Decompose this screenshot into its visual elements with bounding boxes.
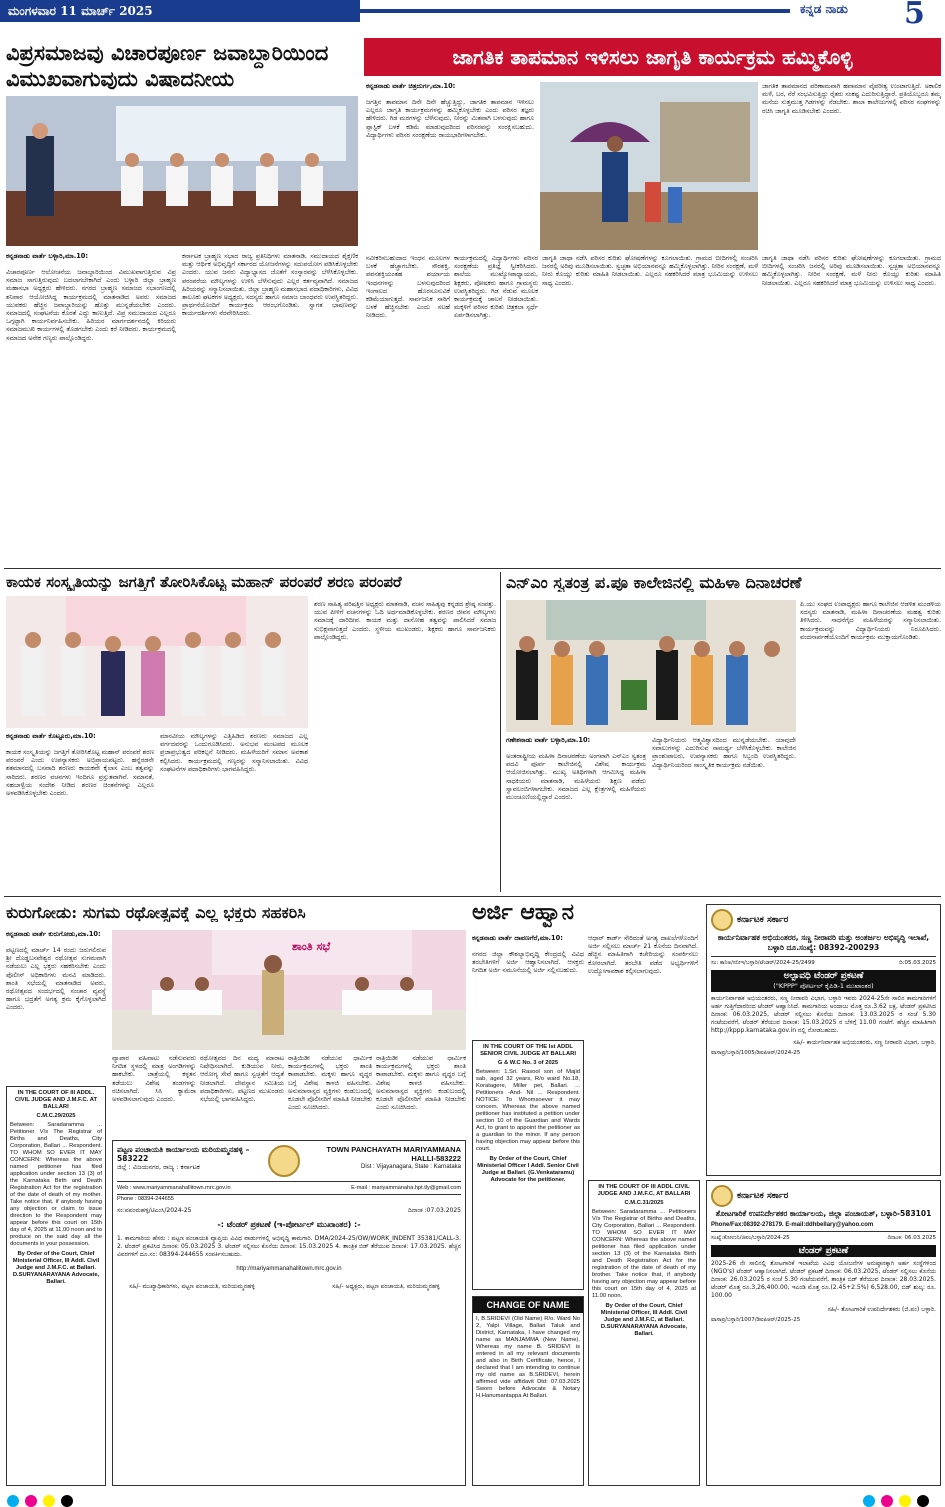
tender2-body: 2025-26 ನೇ ಸಾಲಿನಲ್ಲಿ ತೋಟಗಾರಿಕೆ ಇಲಾಖೆಯ ವಿವಿಧ ಯೋಜನೆಗಳ ಅನುಷ್ಠಾನಕ್ಕಾಗಿ ಅರ್ಹ ಸಂಸ್ಥೆಗಳಿಂದ (NGO's) ಟೆಂಡರ್ ಆಹ್ವಾನಿಸಲಾಗಿದೆ. ಟೆಂಡರ್ ಪ್ರಕಟಣೆ ದಿನಾಂಕ: 06.03.2025, ಟೆಂಡರ್ ಸಲ್ಲಿಸಲು ಕೊನೆಯ ದಿನಾಂಕ: 26.03.2025 ರ ಸಂಜೆ 5.30 ಗಂಟೆಯವರೆಗೆ, ತಾಂತ್ರಿಕ ಬಿಡ್ ತೆರೆಯುವ ದಿನಾಂಕ: 28.03.2025. ಟೆಂಡರ್ ಮೊತ್ತ ರೂ.3,26,400.00, ಇಎಂಡಿ ಮೊತ್ತ ರೂ.(2.45+2.5%) 6,528.00, ಬಿಡ್ ಶುಲ್ಕ: ರೂ. 100.00 [711,1260,936,1299]
tender1-subtitle: ("KPPP" ಪೋರ್ಟಲ್ ಕೈಪಿಡಿ-1 ಮುಖಾಂತರ) [711,982,936,992]
story2-col3: ನವೀಕರಿಸಬಹುದಾದ ಇಂಧನ ಮೂಲಗಳ ಬಳಕೆ ಹೆಚ್ಚಾಗಬೇಕು. ಸೌರಶಕ್ತಿ, ಪವನಶಕ್ತಿಯಂತಹ ಪರ್ಯಾಯ ಇಂಧನಗಳನ್ನು ಬಳಸುವುದರಿಂದ ಇಂಗಾಲದ ಹೊರಸೂಸುವಿಕೆ ಕಡಿಮೆಯಾಗುತ್ತದೆ. ಸಾರ್ವಜನಿಕ ಸಾರಿಗೆ ಬಳಕೆ ಹೆಚ್ಚಿಸಬೇಕು ಎಂದು ಸಲಹೆ ನೀಡಿದರು. [366,254,450,320]
karnataka-emblem-icon [711,909,733,931]
notice1-court: IN THE COURT OF III ADDL. CIVIL JUDGE AND J.M.F.C. AT BALLARI [14,1090,98,1110]
tender1-title: ಅಲ್ಪಾವಧಿ ಟೆಂಡರ್ ಪ್ರಕಟಣೆ [711,970,936,982]
story1-col1: ವಿಚಾರಪೂರ್ಣ ಆಲೋಚನೆಯ ಜವಾಬ್ದಾರಿಯಿಂದ ವಿಮುಖವಾಗುತ್ತಿರುವ ವಿಪ್ರ ಸಮಾಜ ಸಾಗುತ್ತಿರುವುದು ಬದಲಾಗಬೇಕಾಗಿದೆ ಎಂದು ಬಳ್ಳಾರಿ ಜಿಲ್ಲಾ ಬ್ರಾಹ್ಮಣ ಮಹಾಸಭಾ ಅಧ್ಯಕ್ಷರು ಹೇಳಿದರು. ನಗರದ ಬ್ರಾಹ್ಮಣ ಸಮಾಜದ ಸಭಾಂಗಣದಲ್ಲಿ ಶನಿವಾರ ಆಯೋಜಿಸಿದ್ದ ಕಾರ್ಯಕ್ರಮದಲ್ಲಿ ಮಾತನಾಡಿದ ಅವರು ಸಮಾಜದ ಯುವಕರು ಹೆಚ್ಚಿನ ಜವಾಬ್ದಾರಿಯನ್ನು ಹೊತ್ತು ಮುನ್ನಡೆಯಬೇಕು ಎಂದರು. ಸಮಾಜದಲ್ಲಿ ಸಂಘಟನೆಯ ಕೊರತೆ ಎದ್ದು ಕಾಣುತ್ತಿದೆ. ವಿಪ್ರ ಸಮುದಾಯದ ಎಲ್ಲರೂ ಒಗ್ಗಟ್ಟಾಗಿ ಕಾರ್ಯನಿರ್ವಹಿಸಬೇಕು. ಹಿರಿಯರ ಮಾರ್ಗದರ್ಶನದಲ್ಲಿ ಕಿರಿಯರು ಸಮಾಜಮುಖಿ ಕಾರ್ಯಗಳಲ್ಲಿ ತೊಡಗಬೇಕು ಎಂದು ಕರೆ ನೀಡಿದರು. ಕಾರ್ಯಕ್ರಮದಲ್ಲಿ ಸಮಾಜದ ಅನೇಕ ಗಣ್ಯರು ಪಾಲ್ಗೊಂಡಿದ್ದರು. [6,268,176,342]
tender3-email: E-mail : mariyammanaha.hpt.tly@gmail.com [351,1185,461,1191]
notice3-body: Between: Saradaramma ... Petitioners V/s The Registrar of Births and Deaths, City Corporation, Ballari ... Respondent. TO WHOM SO EVER IT MAY CONCERN: Whereas the above named petitioner has filed application under section 13 (3) of the Karnataka Birth and Death Registration Act for the registration of the date of death of my brother. Take notice that, if anybody having any objection may appear before this court on 15th day of 4, 2025 at 11.00 noon. [592,1209,696,1299]
story1-dateline: ಕನ್ನಡನಾಡು ವಾರ್ತೆ ಬಳ್ಳಾರಿ,ಮಾ.10: [6,252,89,260]
story2-headline: ಜಾಗತಿಕ ತಾಪಮಾನ ಇಳಿಸಲು ಜಾಗೃತಿ ಕಾರ್ಯಕ್ರಮ ಹಮ್ಮಿಕೊಳ್ಳಿ [452,44,853,69]
tender3-date: ದಿನಾಂಕ :07.03.2025 [408,1207,461,1214]
story2-headline-band [364,38,941,76]
tender2-govt: ಕರ್ನಾಟಕ ಸರ್ಕಾರ [737,1191,789,1201]
story3-dateline: ಕನ್ನಡನಾಡು ವಾರ್ತೆ ಕೊಟ್ಟೂರು,ಮಾ.10: [6,732,96,740]
story3-col3: ಶರಣ ಸಾಹಿತ್ಯ ಪರಿಷತ್ತಿನ ಅಧ್ಯಕ್ಷರು ಮಾತನಾಡಿ, ವಚನ ಸಾಹಿತ್ಯವು ಕನ್ನಡದ ಶ್ರೇಷ್ಠ ಸಂಪತ್ತು. ಯುವ ಪೀಳಿಗೆ ವಚನಗಳನ್ನು ಓದಿ ಅರ್ಥಮಾಡಿಕೊಳ್ಳಬೇಕು. ಶರಣರ ಜೀವನ ಮೌಲ್ಯಗಳು ಸಮಾಜಕ್ಕೆ ದಾರಿದೀಪ. ಕಾಯಕ ಮತ್ತು ದಾಸೋಹ ತತ್ವವನ್ನು ಪಾಲಿಸಿದರೆ ಸಮಾಜ ಸುಭಿಕ್ಷವಾಗುತ್ತದೆ ಎಂದರು. ಸ್ಥಳೀಯ ಮುಖಂಡರು, ಶಿಕ್ಷಕರು ಹಾಗೂ ಸಾರ್ವಜನಿಕರು ಪಾಲ್ಗೊಂಡಿದ್ದರು. [314,600,496,641]
masthead-paper-name: ಕನ್ನಡ ನಾಡು [800,2,848,16]
section-rule-2 [4,896,941,897]
tender3-office-en: TOWN PANCHAYATH MARIYAMMANA HALLI-583222 [326,1145,461,1163]
tender1-govt: ಕರ್ನಾಟಕ ಸರ್ಕಾರ [737,915,789,925]
tender-horticulture [706,1180,941,1486]
story3-col1: ಕಾಯಕ ಸಂಸ್ಕೃತಿಯನ್ನು ಜಗತ್ತಿಗೆ ತೋರಿಸಿಕೊಟ್ಟ ಮಹಾನ್ ಪರಂಪರೆ ಶರಣ ಪರಂಪರೆ ಎಂದು ಉಪನ್ಯಾಸಕರು ಅಭಿಪ್ರಾಯಪಟ್ಟರು. ಹನ್ನೆರಡನೇ ಶತಮಾನದಲ್ಲಿ ಬಸವಾದಿ ಶರಣರು ಕಾಯಕವೇ ಕೈಲಾಸ ಎಂಬ ತತ್ವವನ್ನು ಸಾರಿದರು. ಶರಣರ ವಚನಗಳು ಇಂದಿಗೂ ಪ್ರಸ್ತುತವಾಗಿವೆ. ಸಮಾನತೆ, ಸಹಬಾಳ್ವೆಯ ಸಂದೇಶ ನೀಡಿದ ಶರಣರ ಚಿಂತನೆಗಳನ್ನು ಎಲ್ಲರೂ ಅಳವಡಿಸಿಕೊಳ್ಳಬೇಕು ಎಂದರು. [6,748,154,798]
tender3-office: ಪಟ್ಟಣ ಪಂಚಾಯತಿ ಕಾರ್ಯಾಲಯ ಮರಿಯಮ್ಮನಹಳ್ಳಿ – 583222 [117,1145,250,1163]
story5-photo-banner: ಶಾಂತಿ ಸಭೆ [292,940,331,953]
tender1-footer: ವಾಸಾಪ್ರ/ಬಳ್ಳಾರಿ/1005/ಡಿಐಪಿಆರ್/2024-25 [711,1050,801,1056]
tender2-ref: ಸಂಖ್ಯೆ:ತೋಉನಿ/ಜಿಪಂ/ಬಳ್ಳಾರಿ/2024-25 [711,1235,790,1241]
tender1-date: ದಿ:05.03.2025 [899,960,936,966]
notice3-court: IN THE COURT OF III ADDL CIVIL JUDGE AND J.M.F.C, AT BALLARI [597,1184,691,1197]
story2-col2: ಜಾಗತಿಕ ತಾಪಮಾನದ ಪರಿಣಾಮವಾಗಿ ಹವಾಮಾನ ವೈಪರೀತ್ಯ ಉಂಟಾಗುತ್ತಿದೆ. ಅಕಾಲಿಕ ಮಳೆ, ಬರ, ನೆರೆ ಸಂಭವಿಸುತ್ತಿದ್ದು ರೈತರು ಸಂಕಷ್ಟ ಎದುರಿಸುತ್ತಿದ್ದಾರೆ. ಪ್ರತಿಯೊಬ್ಬರೂ ತಮ್ಮ ಮನೆಯ ಸುತ್ತಮುತ್ತ ಗಿಡಗಳನ್ನು ನೆಡಬೇಕು. ಶಾಲಾ ಕಾಲೇಜುಗಳಲ್ಲಿ ಪರಿಸರ ಸಂಘಗಳನ್ನು ರಚಿಸಿ ಜಾಗೃತಿ ಮೂಡಿಸಬೇಕು ಎಂದರು. [762,82,941,115]
story2-dateline: ಕನ್ನಡನಾಡು ವಾರ್ತೆ ಚಿತ್ರದುರ್ಗ,ಮಾ.10: [366,82,456,90]
govt-emblem-icon [268,1145,300,1177]
notice1-sign: By Order of the Court, Chief Ministerial Officer, III Addl. Civil Judge and J.M.F.C. at Ballari. D.SURYANARAYANA Advocate, Ballari. [12,1251,100,1285]
masthead-date-band [0,0,360,22]
story5-headline: ಕುರುಗೋಡು: ಸುಗಮ ರಥೋತ್ಸವಕ್ಕೆ ಎಲ್ಲ ಭಕ್ತರು ಸಹಕರಿಸಿ [6,904,306,922]
tender2-sign: ಸಹಿ/- ತೋಟಗಾರಿಕೆ ಉಪನಿರ್ದೇಶಕರು (ಜಿ.ಪಂ) ಬಳ್ಳಾರಿ. [827,1306,936,1313]
story2-col4: ಕಾರ್ಯಕ್ರಮದಲ್ಲಿ ವಿದ್ಯಾರ್ಥಿಗಳು ಪರಿಸರ ಸಂರಕ್ಷಣೆಯ ಪ್ರತಿಜ್ಞೆ ಸ್ವೀಕರಿಸಿದರು. ಶಾಲೆಯ ಮುಖ್ಯೋಪಾಧ್ಯಾಯರು, ಶಿಕ್ಷಕರು, ಪೋಷಕರು ಹಾಗೂ ಗ್ರಾಮಸ್ಥರು ಉಪಸ್ಥಿತರಿದ್ದರು. ಗಿಡ ನೆಡುವ ಮೂಲಕ ಕಾರ್ಯಕ್ರಮಕ್ಕೆ ಚಾಲನೆ ನೀಡಲಾಯಿತು. ಮಕ್ಕಳಿಗೆ ಪರಿಸರ ಕುರಿತು ಚಿತ್ರಕಲಾ ಸ್ಪರ್ಧೆ ಏರ್ಪಡಿಸಲಾಗಿತ್ತು. [454,254,538,320]
court-notice-2 [472,1040,584,1290]
story1-col2: ಕರ್ನಾಟಕ ಬ್ರಾಹ್ಮಣ ಸಭಾದ ರಾಜ್ಯ ಪ್ರತಿನಿಧಿಗಳು ಮಾತನಾಡಿ, ಸಮುದಾಯದ ಶೈಕ್ಷಣಿಕ ಮತ್ತು ಆರ್ಥಿಕ ಅಭಿವೃದ್ಧಿಗೆ ಸರ್ಕಾರದ ಯೋಜನೆಗಳನ್ನು ಸದುಪಯೋಗ ಪಡಿಸಿಕೊಳ್ಳಬೇಕು ಎಂದರು. ಯುವ ಜನರು ವಿದ್ಯಾಭ್ಯಾಸದ ಜೊತೆಗೆ ಸಂಸ್ಕಾರವನ್ನು ಬೆಳೆಸಿಕೊಳ್ಳಬೇಕು. ಪರಂಪರೆಯ ಮೌಲ್ಯಗಳನ್ನು ಉಳಿಸಿ ಬೆಳೆಸುವುದು ಎಲ್ಲರ ಕರ್ತವ್ಯವಾಗಿದೆ. ಸಮಾಜದ ಹಿರಿಯರನ್ನು ಸನ್ಮಾನಿಸಲಾಯಿತು. ಜಿಲ್ಲಾ ಬ್ರಾಹ್ಮಣ ಮಹಾಸಭಾದ ಪದಾಧಿಕಾರಿಗಳು, ವಿವಿಧ ತಾಲೂಕು ಘಟಕಗಳ ಅಧ್ಯಕ್ಷರು, ಸದಸ್ಯರು ಹಾಗೂ ಸಮಾಜ ಬಾಂಧವರು ಉಪಸ್ಥಿತರಿದ್ದರು. ಪ್ರಾರ್ಥನೆಯೊಂದಿಗೆ ಕಾರ್ಯಕ್ರಮ ಆರಂಭಗೊಂಡಿತು. ಸ್ವಾಗತ ಭಾಷಣವನ್ನು ಕಾರ್ಯದರ್ಶಿಗಳು ನೆರವೇರಿಸಿದರು. [182,252,358,318]
section-rule-1 [4,568,941,569]
tender3-sign-right: ಸಹಿ/- ಅಧ್ಯಕ್ಷರು, ಪಟ್ಟಣ ಪಂಚಾಯತಿ, ಮರಿಯಮ್ಮನಹಳ್ಳಿ [332,1283,440,1290]
tender2-phone: Phone/Fax:08392-278179. E-mail:ddhbellary@yahoo.com [711,1222,874,1228]
tender3-web-link[interactable]: http://mariyammanahallitown.mrc.gov.in [236,1266,342,1272]
tender-minor-irrigation [706,904,941,1176]
story3-col2: ಮಾನವೀಯ ಮೌಲ್ಯಗಳನ್ನು ಎತ್ತಿಹಿಡಿದ ಶರಣರು ಸಮಾಜದ ಎಲ್ಲ ವರ್ಗದವರನ್ನು ಒಂದುಗೂಡಿಸಿದರು. ಅನುಭವ ಮಂಟಪದ ಮೂಲಕ ಪ್ರಜಾಪ್ರಭುತ್ವದ ಪರಿಕಲ್ಪನೆ ನೀಡಿದರು. ಮಹಿಳೆಯರಿಗೆ ಸಮಾನ ಅವಕಾಶ ಕಲ್ಪಿಸಿದರು. ಕಾರ್ಯಕ್ರಮದಲ್ಲಿ ಗಣ್ಯರನ್ನು ಸನ್ಮಾನಿಸಲಾಯಿತು. ವಿವಿಧ ಸಂಘಟನೆಗಳ ಪದಾಧಿಕಾರಿಗಳು ಭಾಗವಹಿಸಿದ್ದರು. [160,732,308,773]
notice2-body: Between: 1.Sri. Rasool son of Majid sab, aged 32 years, R/o ward No.18, Koratagere, Miller pet, Ballari. ... Petitioners -And- Nil ... Respondent. NOTICE: To Whomsoever it may concern. Whereas the above named petitioner has instituted a petition under section 10 of the Guardian and Wards Act, to grant to appoint the petitioner as a guardian to the minor. If any person having objection may appear before this court. [476,1069,580,1152]
notice2-court: IN THE COURT OF THE Ist ADDL SENIOR CIVIL JUDGE AT BALLARI [480,1044,576,1057]
masthead-rule [360,9,790,13]
notice2-sign: By Order of the Court, Chief Ministerial Officer I Addl. Senior Civil Judge at Ballari. (G.Venkataramu) Advocate for the petitioner. [477,1156,579,1183]
story2-col6: ಜಾಗೃತಿ ಜಾಥಾ ನಡೆಸಿ ಪರಿಸರ ಕುರಿತು ಘೋಷಣೆಗಳನ್ನು ಕೂಗಲಾಯಿತು. ಗ್ರಾಮದ ಬೀದಿಗಳಲ್ಲಿ ಸಂಚರಿಸಿ ಜನರಲ್ಲಿ ಅರಿವು ಮೂಡಿಸಲಾಯಿತು. ಸ್ವಚ್ಛತಾ ಅಭಿಯಾನವನ್ನೂ ಹಮ್ಮಿಕೊಳ್ಳಲಾಗಿತ್ತು. ನೀರಿನ ಸಂರಕ್ಷಣೆ, ಮಳೆ ನೀರು ಕೊಯ್ಲು ಕುರಿತು ಮಾಹಿತಿ ನೀಡಲಾಯಿತು. ಎಲ್ಲರೂ ಸಹಕರಿಸಿದರೆ ಮಾತ್ರ ಭೂಮಿಯನ್ನು ಉಳಿಸಲು ಸಾಧ್ಯ ಎಂದರು. [762,254,941,287]
story3-headline: ಕಾಯಕ ಸಂಸ್ಕೃತಿಯನ್ನು ಜಗತ್ತಿಗೆ ತೋರಿಸಿಕೊಟ್ಟ ಮಹಾನ್ ಪರಂಪರೆ ಶರಣ ಪರಂಪರೆ [6,574,402,591]
change-of-name-notice [472,1296,584,1486]
tender3-web: Web : www.mariyammanahallitown.mrc.gov.in [117,1185,231,1191]
tender3-district: ಜಿಲ್ಲೆ : ವಿಜಯನಗರ, ರಾಜ್ಯ : ಕರ್ನಾಟಕ [117,1163,200,1171]
notice3-case: C.M.C.31/2025 [624,1200,664,1206]
registration-marks-left [4,1492,76,1507]
registration-marks-right [860,1492,932,1507]
tender2-dept: ತೋಟಗಾರಿಕೆ ಉಪನಿರ್ದೇಶಕರ ಕಾರ್ಯಾಲಯ, ಜಿಲ್ಲಾ ಪಂಚಾಯತ್, ಬಳ್ಳಾರಿ-583101 [715,1209,932,1218]
story4-col1: ಅಂತರಾಷ್ಟ್ರೀಯ ಮಹಿಳಾ ದಿನಾಚರಣೆಯ ಅಂಗವಾಗಿ ಎನ್‌ಎಂ ಸ್ವತಂತ್ರ ಪದವಿ ಪೂರ್ವ ಕಾಲೇಜಿನಲ್ಲಿ ವಿಶೇಷ ಕಾರ್ಯಕ್ರಮ ಆಯೋಜಿಸಲಾಗಿತ್ತು. ಮುಖ್ಯ ಅತಿಥಿಗಳಾಗಿ ಆಗಮಿಸಿದ್ದ ಮಹಿಳಾ ಸಾಧಕಿಯರು ಮಾತನಾಡಿ, ಮಹಿಳೆಯರು ಶಿಕ್ಷಣ ಪಡೆದು ಸ್ವಾವಲಂಬಿಗಳಾಗಬೇಕು. ಸಮಾಜದ ಎಲ್ಲ ಕ್ಷೇತ್ರಗಳಲ್ಲಿ ಮಹಿಳೆಯರು ಮುಂಚೂಣಿಯಲ್ಲಿದ್ದಾರೆ ಎಂದರು. [506,752,646,802]
story6-col2: ಆಧಾರ್ ಕಾರ್ಡ್ ಸೇರಿದಂತೆ ಅಗತ್ಯ ದಾಖಲೆಗಳೊಂದಿಗೆ ಅರ್ಜಿ ಸಲ್ಲಿಸಲು ಮಾರ್ಚ್ 21 ಕೊನೆಯ ದಿನವಾಗಿದೆ. ಹೆಚ್ಚಿನ ಮಾಹಿತಿಗಾಗಿ ಕಚೇರಿಯನ್ನು ಸಂಪರ್ಕಿಸಲು ಕೋರಲಾಗಿದೆ. ತರಬೇತಿ ಪಡೆದ ಅಭ್ಯರ್ಥಿಗಳಿಗೆ ಉದ್ಯೋಗಾವಕಾಶ ಕಲ್ಪಿಸಲಾಗುವುದು. [588,934,698,975]
story5-col2: ವ್ಯಾಪಾರ ವಹಿವಾಟು ನಡೆಸುವವರು ನಿಗದಿತ ಸ್ಥಳದಲ್ಲಿ ಮಾತ್ರ ಅಂಗಡಿಗಳನ್ನು ಹಾಕಬೇಕು. ಜಾತ್ರೆಯಲ್ಲಿ ಕಳ್ಳತನ ತಡೆಯಲು ವಿಶೇಷ ತಂಡಗಳನ್ನು ರಚಿಸಲಾಗಿದೆ. ಸಿಸಿ ಕ್ಯಾಮೆರಾ ಅಳವಡಿಸಲಾಗುವುದು ಎಂದರು. [112,1054,196,1104]
story4-col3: ಪಿ.ಯು ಸಂಘದ ಉಪಾಧ್ಯಕ್ಷರು ಹಾಗೂ ಕಾಲೇಜಿನ ಆಡಳಿತ ಮಂಡಳಿಯ ಸದಸ್ಯರು ಮಾತನಾಡಿ, ಮಹಿಳಾ ದಿನಾಚರಣೆಯ ಮಹತ್ವ ಕುರಿತು ತಿಳಿಸಿದರು. ಸಾಧನೆಗೈದ ಮಹಿಳೆಯರನ್ನು ಸನ್ಮಾನಿಸಲಾಯಿತು. ಕಾರ್ಯಕ್ರಮವನ್ನು ವಿದ್ಯಾರ್ಥಿನಿಯರು ನಿರೂಪಿಸಿದರು. ವಂದನಾರ್ಪಣೆಯೊಂದಿಗೆ ಕಾರ್ಯಕ್ರಮ ಮುಕ್ತಾಯಗೊಂಡಿತು. [800,600,941,641]
story1-headline: ವಿಪ್ರಸಮಾಜವು ವಿಚಾರಪೂರ್ಣ ಜವಾಬ್ದಾರಿಯಿಂದ ವಿಮುಖವಾಗುವುದು ವಿಷಾದನೀಯ [6,40,329,91]
tender3-title: -: ಟೆಂಡರ್ ಪ್ರಕಟಣೆ (ಇ-ಪೋರ್ಟಲ್ ಮುಖಾಂತರ) :- [217,1220,361,1229]
story5-col1: ಪಟ್ಟಣದಲ್ಲಿ ಮಾರ್ಚ್ 14 ರಂದು ಜರುಗಲಿರುವ ಶ್ರೀ ದೊಡ್ಡಬಸವೇಶ್ವರ ರಥೋತ್ಸವ ಸುಗಮವಾಗಿ ನಡೆಯಲು ಎಲ್ಲ ಭಕ್ತರು ಸಹಕರಿಸಬೇಕು ಎಂದು ಪೊಲೀಸ್ ಅಧಿಕಾರಿಗಳು ಮನವಿ ಮಾಡಿದರು. ಶಾಂತಿ ಸಭೆಯಲ್ಲಿ ಮಾತನಾಡಿದ ಅವರು, ರಥೋತ್ಸವದ ಸಂದರ್ಭದಲ್ಲಿ ಸಂಚಾರ ವ್ಯವಸ್ಥೆ ಹಾಗೂ ಭದ್ರತೆಗೆ ಅಗತ್ಯ ಕ್ರಮ ಕೈಗೊಳ್ಳಲಾಗಿದೆ ಎಂದರು. [6,946,106,1012]
story4-dateline: ಗಣೇಶನಾಡು ವಾರ್ತೆ ಬಳ್ಳಾರಿ,ಮಾ.10: [506,736,591,744]
tender2-date: ದಿನಾಂಕ: 06.03.2025 [887,1235,936,1241]
notice1-body: Between: Saradaramma ... Petitioner V/s The Registrar of Births and Deaths, City Corporation, Ballari ... Respondent. TO WHOM SO EVER IT MAY CONCERN: Whereas the above named petitioner has filed application under section 13 (3) of the Karnataka Birth and Death Registration Act for the registration of the date of death of my mother. Take notice that, if anybody having any objection or claim to issue direction to the Respondent may appear before this court on 15th day of 4, 2025 at 11.00 noon and to produce on the said day all the documents in your possession. [10,1122,102,1247]
story5-col5: ರಾತ್ರಿಯಿಡೀ ನಡೆಯುವ ಧಾರ್ಮಿಕ ಕಾರ್ಯಕ್ರಮಗಳಲ್ಲಿ ಭಕ್ತರು ಶಾಂತಿ ಕಾಪಾಡಬೇಕು. ಮಕ್ಕಳು ಹಾಗೂ ವೃದ್ಧರ ಬಗ್ಗೆ ವಿಶೇಷ ಕಾಳಜಿ ವಹಿಸಬೇಕು. ಅನುಮಾನಾಸ್ಪದ ವ್ಯಕ್ತಿಗಳು ಕಂಡುಬಂದಲ್ಲಿ ಕೂಡಲೇ ಪೊಲೀಸರಿಗೆ ಮಾಹಿತಿ ನೀಡಬೇಕು ಎಂದು ಸೂಚಿಸಿದರು. [376,1054,466,1112]
story6-headline: ಅರ್ಜಿ ಆಹ್ವಾನ [472,899,575,925]
story5-dateline: ಕನ್ನಡನಾಡು ವಾರ್ತೆ ಕುರುಗೋಡು,ಮಾ.10: [6,930,101,938]
notice3-sign: By Order of the Court, Chief Ministerial Officer, III Addl. Civil Judge and J.M.F.C, at Ballari. D.SURYANARAYANA Advocate, Ballari. [600,1303,688,1337]
tender3-phone: Phone : 08394-244655 [117,1196,174,1202]
story4-divider [500,572,501,892]
story6-col1: ನಗರದ ಜಿಲ್ಲಾ ಕೌಶಲ್ಯಾಭಿವೃದ್ಧಿ ಕೇಂದ್ರದಲ್ಲಿ ವಿವಿಧ ತರಬೇತಿಗಳಿಗೆ ಅರ್ಜಿ ಆಹ್ವಾನಿಸಲಾಗಿದೆ. ಆಸಕ್ತರು ನಿಗದಿತ ಅರ್ಜಿ ನಮೂನೆಯಲ್ಲಿ ಅರ್ಜಿ ಸಲ್ಲಿಸಬಹುದು. [472,950,584,975]
tender1-ref: ಸಂ: ಕಾನಿಅ/ಸನೀಇ/ಬಳ್ಳಾರಿ/ಟೆಂಡರ್/2024-25/2499 [711,960,815,966]
court-notice-3 [588,1180,700,1486]
tender3-district-en: Dist : Vijayanagara, State : Karnataka [361,1164,461,1170]
story5-col4: ರಾತ್ರಿಯಿಡೀ ನಡೆಯುವ ಧಾರ್ಮಿಕ ಕಾರ್ಯಕ್ರಮಗಳಲ್ಲಿ ಭಕ್ತರು ಶಾಂತಿ ಕಾಪಾಡಬೇಕು. ಮಕ್ಕಳು ಹಾಗೂ ವೃದ್ಧರ ಬಗ್ಗೆ ವಿಶೇಷ ಕಾಳಜಿ ವಹಿಸಬೇಕು. ಅನುಮಾನಾಸ್ಪದ ವ್ಯಕ್ತಿಗಳು ಕಂಡುಬಂದಲ್ಲಿ ಕೂಡಲೇ ಪೊಲೀಸರಿಗೆ ಮಾಹಿತಿ ನೀಡಬೇಕು ಎಂದು ಸೂಚಿಸಿದರು. [288,1054,372,1112]
page-number: 5 [904,0,925,31]
masthead-date: ಮಂಗಳವಾರ 11 ಮಾರ್ಚ್ 2025 [8,3,153,18]
story4-photo [506,600,796,732]
tender1-dept: ಕಾರ್ಯನಿರ್ವಾಹಕ ಅಭಿಯಂತರರ, ಸಣ್ಣ ನೀರಾವರಿ ಮತ್ತು ಅಂತರ್ಜಲ ಅಭಿವೃದ್ಧಿ ಇಲಾಖೆ, ಬಳ್ಳಾರಿ ದೂ.ಸಂಖ್ಯೆ: 08392-200293 [717,933,930,952]
tender3-ref: ಸಂ:ಪಪಂಮಹಳ್ಳಿ/ಟಿಎಂಸಿ/2024-25 [117,1207,192,1214]
court-notice-1 [6,1086,106,1486]
story4-col2: ವಿದ್ಯಾರ್ಥಿನಿಯರು ಆತ್ಮವಿಶ್ವಾಸದಿಂದ ಮುನ್ನಡೆಯಬೇಕು. ಯಾವುದೇ ಸವಾಲುಗಳನ್ನು ಎದುರಿಸುವ ಸಾಮರ್ಥ್ಯ ಬೆಳೆಸಿಕೊಳ್ಳಬೇಕು. ಕಾಲೇಜಿನ ಪ್ರಾಂಶುಪಾಲರು, ಉಪನ್ಯಾಸಕರು ಹಾಗೂ ಸಿಬ್ಬಂದಿ ಉಪಸ್ಥಿತರಿದ್ದರು. ವಿದ್ಯಾರ್ಥಿನಿಯರಿಂದ ಸಾಂಸ್ಕೃತಿಕ ಕಾರ್ಯಕ್ರಮ ನಡೆಯಿತು. [652,736,796,769]
notice2-case: G & W.C No. 3 of 2025 [497,1060,559,1066]
change-name-title: CHANGE OF NAME [473,1297,583,1313]
story4-headline: ಎನ್‌ಎಂ ಸ್ವತಂತ್ರ ಪ.ಪೂ ಕಾಲೇಜಿನಲ್ಲಿ ಮಹಿಳಾ ದಿನಾಚರಣೆ [506,574,802,592]
change-name-body: I, B.SRIDEVI (Old Name) R/o. Ward No 2, Yalpi Village, Ballari Taluk and District, Karnataka, I have changed my name as MANJAMMA (New Name). Whereas my name B. SRIDEVI is entered in all my relevant documents and also in Birth Certificate, hence, I declared that I am intending to continue my old name as B.SRIDEVI, herein affirmed vide affidavit Dtd: 07.03.2025 Sworn before Advocate & Notary H.Hanumantappa At Ballari. [476,1316,580,1399]
notice1-case: C.M.C.29/2025 [36,1113,76,1119]
tender3-body: 1. ಕಾಮಗಾರಿಯ ಹೆಸರು : ಪಟ್ಟಣ ಪಂಚಾಯತಿ ವ್ಯಾಪ್ತಿಯ ವಿವಿಧ ವಾರ್ಡುಗಳಲ್ಲಿ ಅಭಿವೃದ್ಧಿ ಕಾಮಗಾರಿ. DMA/2024-25/OW/WORK_INDENT 35381/CALL-3. 2. ಟೆಂಡರ್ ಪ್ರಕಟಿಸಿದ ದಿನಾಂಕ: 05.03.2025 3. ಟೆಂಡರ್ ಸಲ್ಲಿಸಲು ಕೊನೆಯ ದಿನಾಂಕ: 15.03.2025 4. ತಾಂತ್ರಿಕ ಬಿಡ್ ತೆರೆಯುವ ದಿನಾಂಕ: 17.03.2025. ಹೆಚ್ಚಿನ ವಿವರಗಳಿಗೆ ದೂ.ಸಂ: 08394-244655 ಸಂಪರ್ಕಿಸಬಹುದು. [117,1235,461,1258]
karnataka-emblem-icon-2 [711,1185,733,1207]
tender2-footer: ವಾಸಾಪ್ರ/ಬಳ್ಳಾರಿ/1007/ಡಿಐಪಿಆರ್/2025-25 [711,1317,801,1323]
story2-col5: ಜಾಗೃತಿ ಜಾಥಾ ನಡೆಸಿ ಪರಿಸರ ಕುರಿತು ಘೋಷಣೆಗಳನ್ನು ಕೂಗಲಾಯಿತು. ಗ್ರಾಮದ ಬೀದಿಗಳಲ್ಲಿ ಸಂಚರಿಸಿ ಜನರಲ್ಲಿ ಅರಿವು ಮೂಡಿಸಲಾಯಿತು. ಸ್ವಚ್ಛತಾ ಅಭಿಯಾನವನ್ನೂ ಹಮ್ಮಿಕೊಳ್ಳಲಾಗಿತ್ತು. ನೀರಿನ ಸಂರಕ್ಷಣೆ, ಮಳೆ ನೀರು ಕೊಯ್ಲು ಕುರಿತು ಮಾಹಿತಿ ನೀಡಲಾಯಿತು. ಎಲ್ಲರೂ ಸಹಕರಿಸಿದರೆ ಮಾತ್ರ ಭೂಮಿಯನ್ನು ಉಳಿಸಲು ಸಾಧ್ಯ ಎಂದರು. [542,254,758,287]
story3-photo [6,596,308,728]
story6-dateline: ಕನ್ನಡನಾಡು ವಾರ್ತೆ ದಾವಣಗೆರೆ,ಮಾ.10: [472,934,563,942]
tender2-title: ಟೆಂಡರ್ ಪ್ರಕಟಣೆ [711,1245,936,1257]
story1-photo [6,96,358,246]
story5-photo [112,930,466,1050]
tender-mariyammanahalli [112,1140,466,1486]
story2-photo [540,82,758,250]
story5-col3: ರಥೋತ್ಸವದ ದಿನ ಮದ್ಯ ಮಾರಾಟ ನಿಷೇಧಿಸಲಾಗಿದೆ. ಕುಡಿಯುವ ನೀರು, ಆರೋಗ್ಯ ಸೇವೆ ಹಾಗೂ ಸ್ವಚ್ಛತೆಗೆ ಆದ್ಯತೆ ನೀಡಲಾಗಿದೆ. ದೇವಸ್ಥಾನ ಸಮಿತಿಯ ಪದಾಧಿಕಾರಿಗಳು, ಪಟ್ಟಣದ ಮುಖಂಡರು ಸಭೆಯಲ್ಲಿ ಭಾಗವಹಿಸಿದ್ದರು. [200,1054,284,1104]
tender1-sign: ಸಹಿ/- ಕಾರ್ಯನಿರ್ವಾಹಕ ಅಭಿಯಂತರರು, ಸಣ್ಣ ನೀರಾವರಿ ವಿಭಾಗ, ಬಳ್ಳಾರಿ. [793,1039,936,1046]
tender3-sign-left: ಸಹಿ/- ಮುಖ್ಯಾಧಿಕಾರಿಗಳು, ಪಟ್ಟಣ ಪಂಚಾಯತಿ, ಮರಿಯಮ್ಮನಹಳ್ಳಿ [129,1283,255,1290]
story2-col1: ಜಗತ್ತಿನ ತಾಪಮಾನ ದಿನೇ ದಿನೇ ಹೆಚ್ಚುತ್ತಿದ್ದು, ಜಾಗತಿಕ ತಾಪಮಾನ ಇಳಿಸಲು ಎಲ್ಲರೂ ಜಾಗೃತಿ ಕಾರ್ಯಕ್ರಮಗಳನ್ನು ಹಮ್ಮಿಕೊಳ್ಳಬೇಕು ಎಂದು ಪರಿಸರ ತಜ್ಞರು ಹೇಳಿದರು. ಗಿಡ ಮರಗಳನ್ನು ಬೆಳೆಸುವುದು, ನೀರನ್ನು ಮಿತವಾಗಿ ಬಳಸುವುದು ಹಾಗೂ ಪ್ಲಾಸ್ಟಿಕ್ ಬಳಕೆ ಕಡಿಮೆ ಮಾಡುವುದರಿಂದ ಪರಿಸರವನ್ನು ಸಂರಕ್ಷಿಸಬಹುದು. ವಿದ್ಯಾರ್ಥಿಗಳು ಪರಿಸರ ಸಂರಕ್ಷಣೆಯ ರಾಯಭಾರಿಗಳಾಗಬೇಕು. [366,98,534,139]
tender1-body: ಕಾರ್ಯನಿರ್ವಾಹಕ ಅಭಿಯಂತರರು, ಸಣ್ಣ ನೀರಾವರಿ ವಿಭಾಗ, ಬಳ್ಳಾರಿ ಇವರು 2024-25ನೇ ಸಾಲಿನ ಕಾಮಗಾರಿಗಳಿಗೆ ಅರ್ಹ ಗುತ್ತಿಗೆದಾರರಿಂದ ಟೆಂಡರ್ ಆಹ್ವಾನಿಸಿದೆ. ಕಾಮಗಾರಿಯ ಅಂದಾಜು ಮೊತ್ತ ರೂ.3.62 ಲಕ್ಷ, ಟೆಂಡರ್ ಪ್ರಕಟಿಸಿದ ದಿನಾಂಕ: 06.03.2025, ಟೆಂಡರ್ ಸಲ್ಲಿಸಲು ಕೊನೆಯ ದಿನಾಂಕ: 13.03.2025 ರ ಸಂಜೆ 5.30 ಗಂಟೆಯವರೆಗೆ, ಟೆಂಡರ್ ತೆರೆಯುವ ದಿನಾಂಕ: 15.03.2025 ರ ಬೆಳಿಗ್ಗೆ 11.00 ಗಂಟೆಗೆ. ಹೆಚ್ಚಿನ ಮಾಹಿತಿಗಾಗಿ http://kppp.karnataka.gov.in ನಲ್ಲಿ ನೋಡಬಹುದು. [711,995,936,1034]
